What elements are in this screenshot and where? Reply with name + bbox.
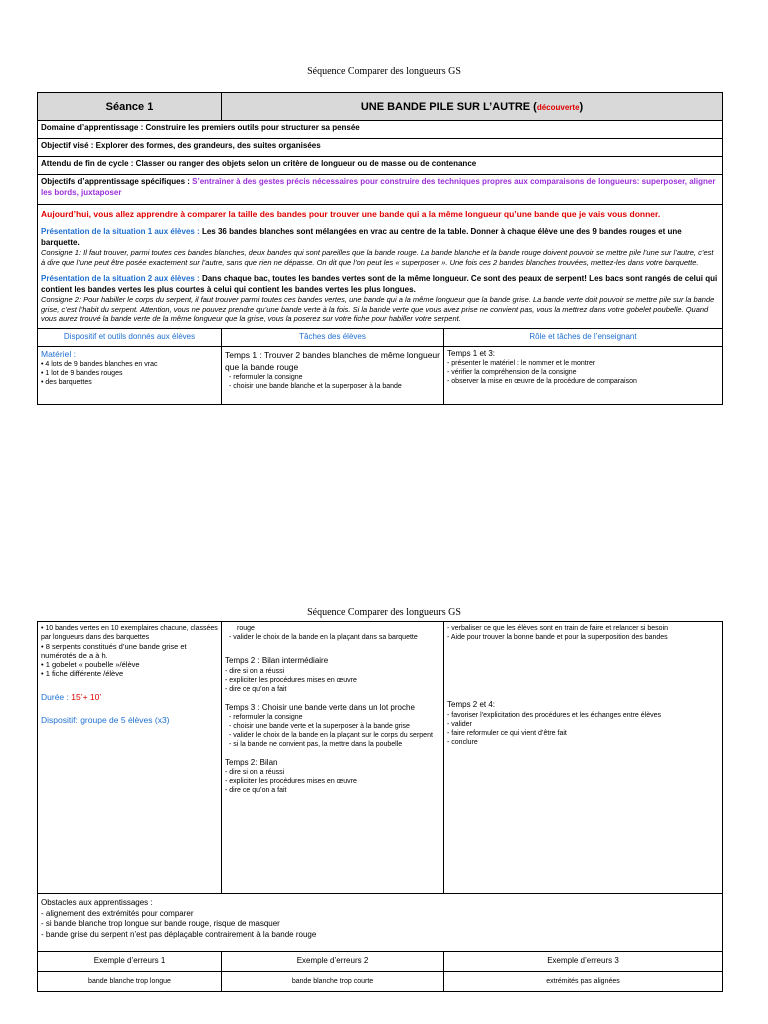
temps3-item: - si la bande ne convient pas, la mettre dans la poubelle [229,740,440,749]
page-title: Séquence Comparer des longueurs GS [307,607,461,618]
temps2-title: Temps 2 : Bilan intermédiaire [225,656,329,665]
prof24-item: - faire reformuler ce qui vient d’être fait [447,729,719,738]
prof24-item: - conclure [447,738,719,747]
situation-2 [41,274,719,295]
temps2b-item: - dire si on a réussi [225,768,440,777]
sit1-text: Les 36 bandes blanches sont mélangées en vrac au centre de la table. Donner à chaque élève une des 9 bandes rouges et une barquette. [41,227,682,247]
sit2-text: Dans chaque bac, toutes les bandes vertes sont de la même longueur. Ce sont des peaux de serpent! Les bacs sont rangés de celui qui contient les bandes vertes les plus courtes à celui qui contient les bandes vertes les plus longues. [41,274,718,294]
prof24-title: Temps 2 et 4: [447,700,496,709]
obstacle-item: - alignement des extrémités pour comparer [41,909,719,920]
temps2-item: - expliciter les procédures mises en œuvre [225,676,440,685]
temps1-item: - choisir une bande blanche et la superposer à la bande [229,382,440,391]
prof1-item: - observer la mise en œuvre de la procédure de comparaison [447,377,719,386]
temps1-item: rouge [237,625,255,632]
attendu-row: Attendu de fin de cycle : Classer ou ranger des objets selon un critère de longueur ou de masse ou de contenance [38,157,723,175]
temps3-item: - reformuler la consigne [229,713,440,722]
lesson-table-continued [37,621,723,992]
situation-1 [41,227,719,248]
dispositif-groupe: Dispositif: groupe de 5 élèves (x3) [41,715,170,725]
temps2b-item: - expliciter les procédures mises en œuvre [225,777,440,786]
obj-spec-label: Objectifs d’apprentissage spécifiques : [41,177,193,186]
materiel-item: • 1 gobelet « poubelle »/élève [41,660,218,669]
domaine-row: Domaine d’apprentissage : Construire les premiers outils pour structurer sa pensée [38,121,723,139]
obstacles-title: Obstacles aux apprentissages : [41,898,153,907]
obstacle-item: - si bande blanche trop longue sur bande rouge, risque de masquer [41,919,719,930]
obstacle-item: - bande grise du serpent n’est pas déplaçable contrairement à la bande rouge [41,930,719,941]
error-example-head: Exemple d’erreurs 2 [222,952,444,972]
temps2b-item: - dire ce qu’on a fait [225,786,440,795]
col-head-role: Rôle et tâches de l’enseignant [444,328,723,346]
error-example-value: bande blanche trop courte [222,972,444,992]
materiel-item: • 1 lot de 9 bandes rouges [41,369,218,378]
consigne-2: Consigne 2: Pour habiller le corps du serpent, il faut trouver parmi toutes ces bandes vertes, une bande qui a la même longueur que la bande grise. La bande verte doit pouvoir se mettre pile sur la bande grise, c’est l’habit du serpent. Attention, vous ne pouvez prendre qu’une bande verte à la fois. Si la bande verte que vous avez prise ne convient pas, vous la mettrez dans votre gobelet poubelle. Quand vous aurez trouvé la bande verte de la même longueur que la grise, vous la poserez sur votre fiche pour habiller votre serpent. [41,295,715,323]
seance-heading [222,93,723,121]
temps1-item: - valider le choix de la bande en la plaçant dans sa barquette [229,633,440,642]
temps3-item: - valider le choix de la bande en la plaçant sur le corps du serpent [229,731,440,740]
materiel-cell [38,346,222,404]
role-cell [444,346,723,404]
error-example-value: bande blanche trop longue [38,972,222,992]
consigne-1: Consigne 1: Il faut trouver, parmi toutes ces bandes blanches, deux bandes qui sont pareilles que la bande rouge. La bande blanche et la bande rouge doivent pouvoir se mettre pile l’une sur l’autre, c’est à dire que l’une peut être posée exactement sur l’autre, sans que rien ne dépasse. On dit que l’on peut les « superposer ». Une fois ces 2 bandes blanches trouvées, mettez-les dans votre barquette. [41,248,714,267]
materiel-item: • 1 fiche différente /élève [41,669,218,678]
error-example-head: Exemple d’erreurs 3 [444,952,723,972]
taches-cell [222,346,444,404]
temps2-item: - dire si on a réussi [225,667,440,676]
materiel-item: • 10 bandes vertes en 10 exemplaires chacune, classées par longueurs dans des barquettes [41,624,218,642]
col-head-taches: Tâches des élèves [222,328,444,346]
taches-cell [222,622,444,894]
materiel-item: • des barquettes [41,378,218,387]
temps1-title: Temps 1 : Trouver 2 bandes blanches de même longueur que la bande rouge [225,349,440,372]
materiel-item: • 4 lots de 9 bandes blanches en vrac [41,360,218,369]
heading-main: UNE BANDE PILE SUR L’AUTRE ( [360,100,537,113]
temps3-item: - choisir une bande verte et la superposer à la bande grise [229,722,440,731]
prof24-item: - valider [447,720,719,729]
temps1-item: - reformuler la consigne [229,373,440,382]
role-cell [444,622,723,894]
objectifs-specifiques-row [38,175,723,205]
temps2-item: - dire ce qu’on a fait [225,685,440,694]
obstacles-cell [38,894,723,952]
prof1-title: Temps 1 et 3: [447,348,496,358]
temps3-title: Temps 3 : Choisir une bande verte dans un lot proche [225,702,415,712]
error-example-head: Exemple d’erreurs 1 [38,952,222,972]
situations-cell [38,205,723,329]
heading-close: ) [579,100,584,113]
duree-label: Durée : [41,692,72,702]
materiel-item: • 8 serpents constitués d’une bande grise et numérotés de a à h. [41,642,218,660]
heading-status: découverte [536,102,580,112]
dispositif-cell [38,622,222,894]
sit2-label: Présentation de la situation 2 aux élèves : [41,274,202,283]
seance-label: Séance 1 [38,93,222,121]
prof-item: - verbaliser ce que les élèves sont en train de faire et relancer si besoin [447,624,719,633]
materiel-label: Matériel : [41,348,76,359]
sit1-label: Présentation de la situation 1 aux élèves : [41,227,202,236]
lesson-table [37,92,723,405]
prof-item: - Aide pour trouver la bonne bande et pour la superposition des bandes [447,633,719,642]
page-title: Séquence Comparer des longueurs GS [307,66,461,77]
error-example-value: extrémités pas alignées [444,972,723,992]
temps2b-title: Temps 2: Bilan [225,757,278,767]
prof1-item: - vérifier la compréhension de la consigne [447,368,719,377]
col-head-dispositif: Dispositif et outils donnés aux élèves [38,328,222,346]
prof24-item: - favoriser l’explicitation des procédures et les échanges entre élèves [447,711,719,720]
objectif-row: Objectif visé : Explorer des formes, des grandeurs, des suites organisées [38,139,723,157]
intro-text: Aujourd’hui, vous allez apprendre à comparer la taille des bandes pour trouver une bande qui a la même longueur qu’une bande que je vais vous donner. [41,209,661,219]
obj-spec-text: S’entraîner à des gestes précis nécessaires pour construire des techniques propres aux comparaisons de longueurs: superposer, aligner les bords, juxtaposer [41,177,716,197]
prof1-item: - présenter le matériel : le nommer et le montrer [447,359,719,368]
duree [41,692,218,703]
duree-value: 15’+ 10’ [71,692,102,702]
